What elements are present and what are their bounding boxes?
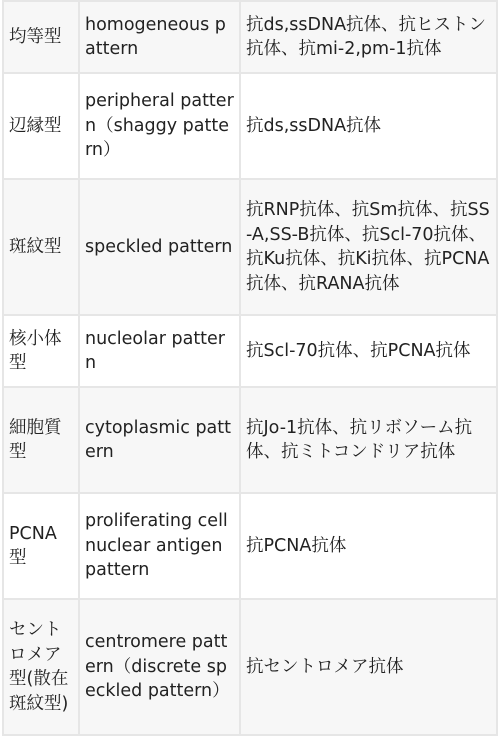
pattern-cell: nucleolar pattern bbox=[79, 315, 240, 387]
antibody-cell: 抗PCNA抗体 bbox=[240, 493, 497, 599]
table-row bbox=[3, 493, 497, 599]
antibody-cell: 抗RNP抗体、抗Sm抗体、抗SS-A,SS-B抗体、抗Scl-70抗体、抗Ku抗体、抗Ki抗体、抗PCNA抗体、抗RANA抗体 bbox=[240, 179, 497, 315]
pattern-cell: speckled pattern bbox=[79, 179, 240, 315]
ana-pattern-table bbox=[2, 0, 498, 736]
table-row bbox=[3, 1, 497, 73]
type-cell: 細胞質型 bbox=[3, 387, 79, 493]
antibody-cell: 抗ds,ssDNA抗体 bbox=[240, 73, 497, 179]
table-row bbox=[3, 599, 497, 735]
antibody-cell: 抗ds,ssDNA抗体、抗ヒストン抗体、抗mi-2,pm-1抗体 bbox=[240, 1, 497, 73]
type-cell: 辺縁型 bbox=[3, 73, 79, 179]
type-cell: セントロメア型(散在斑紋型) bbox=[3, 599, 79, 735]
pattern-cell: homogeneous pattern bbox=[79, 1, 240, 73]
type-cell: PCNA型 bbox=[3, 493, 79, 599]
table-row bbox=[3, 387, 497, 493]
type-cell: 斑紋型 bbox=[3, 179, 79, 315]
pattern-cell: centromere pattern（discrete speckled pattern） bbox=[79, 599, 240, 735]
antibody-cell: 抗Jo-1抗体、抗リボソーム抗体、抗ミトコンドリア抗体 bbox=[240, 387, 497, 493]
table-row bbox=[3, 315, 497, 387]
table-row bbox=[3, 179, 497, 315]
table-row bbox=[3, 73, 497, 179]
pattern-cell: proliferating cell nuclear antigen pattern bbox=[79, 493, 240, 599]
pattern-cell: cytoplasmic pattern bbox=[79, 387, 240, 493]
type-cell: 均等型 bbox=[3, 1, 79, 73]
antibody-cell: 抗セントロメア抗体 bbox=[240, 599, 497, 735]
pattern-cell: peripheral pattern（shaggy pattern） bbox=[79, 73, 240, 179]
antibody-cell: 抗Scl-70抗体、抗PCNA抗体 bbox=[240, 315, 497, 387]
type-cell: 核小体型 bbox=[3, 315, 79, 387]
